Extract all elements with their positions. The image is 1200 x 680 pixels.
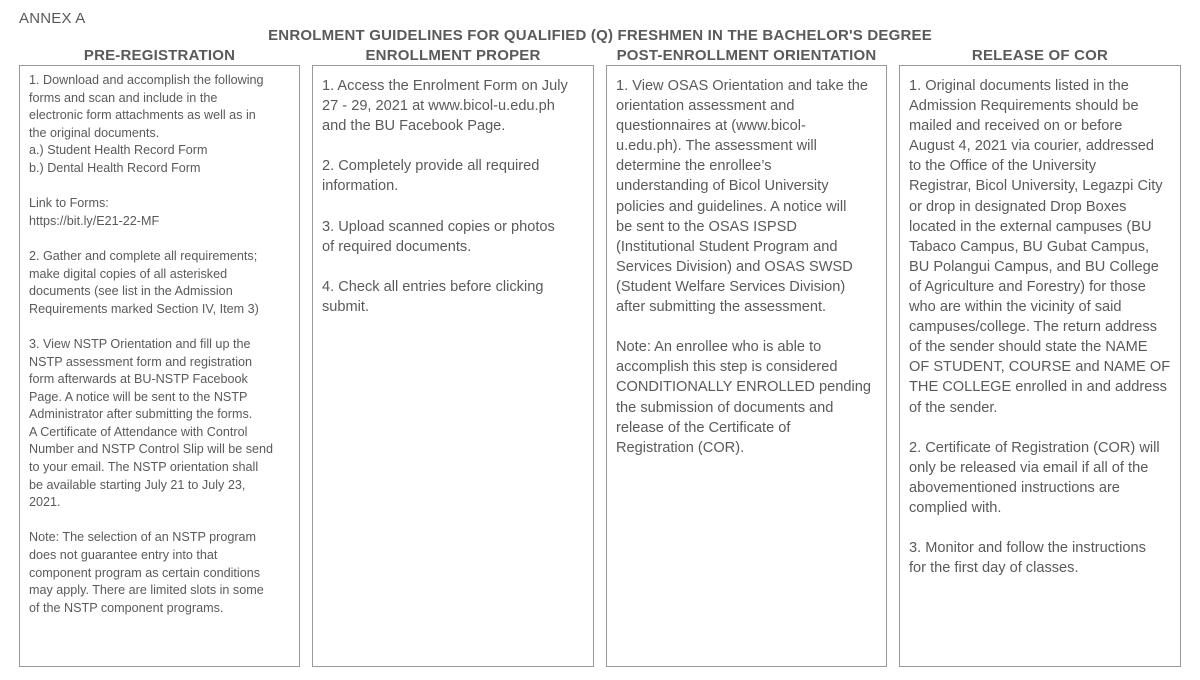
release-of-cor-step-1: 1. Original documents listed in the Admission Requirements should be mailed and received on or before August 4, 2021 via courier, addressed to the Office of the University Registrar, Bicol University, Legazpi City or drop in designated Drop Boxes located in the external campuses (BU Tabaco Campus, BU Gubat Campus, BU Polangui Campus, and BU College of Agriculture and Forestry) for those who are within the vicinity of said campuses/college. The return address of the sender should state the NAME OF STUDENT, COURSE and NAME OF THE COLLEGE enrolled in and address of the sender. bbox=[909, 78, 1171, 416]
enrollment-proper-content bbox=[313, 66, 593, 317]
column-header-release-of-cor: RELEASE OF COR bbox=[971, 47, 1109, 64]
release-of-cor-step-2: 2. Certificate of Registration (COR) will only be released via email if all of the abovementioned instructions are complied with. bbox=[909, 439, 1160, 516]
pre-registration-step-3: 3. View NSTP Orientation and fill up the NSTP assessment form and registration form afterwards at BU-NSTP Facebook Page. A notice will be sent to the NSTP Administrator after submitting the forms. A Certificate of Attendance with Control Number and NSTP Control Slip will be send to your email. The NSTP orientation shall be available starting July 21 to July 23, 2021. bbox=[29, 336, 274, 510]
release-of-cor-step-3: 3. Monitor and follow the instructions for the first day of classes. bbox=[909, 540, 1146, 577]
pre-registration-forms-link: Link to Forms: https://bit.ly/E21-22-MF bbox=[29, 196, 160, 228]
pre-registration-step-2: 2. Gather and complete all requirements; make digital copies of all asterisked documents (see list in the Admission Requirements marked Section IV, Item 3) bbox=[29, 248, 259, 316]
enrollment-proper-step-2: 2. Completely provide all required information. bbox=[322, 158, 540, 195]
pre-registration-box bbox=[19, 65, 300, 667]
annex-label: ANNEX A bbox=[19, 10, 86, 27]
post-enrollment-step-1: 1. View OSAS Orientation and take the orientation assessment and questionnaires at (www.bicol- u.edu.ph). The assessment will determine the enrollee’s understanding of Bicol University policies and guidelines. A notice will be sent to the OSAS ISPSD (Institutional Student Program and Services Division) and OSAS SWSD (Student Welfare Services Division) after submitting the assessment. bbox=[616, 78, 869, 316]
pre-registration-note: Note: The selection of an NSTP program does not guarantee entry into that component program as certain conditions may apply. There are limited slots in some of the NSTP component programs. bbox=[29, 530, 264, 615]
pre-registration-step-1: 1. Download and accomplish the following forms and scan and include in the electronic form attachments as well as in the original documents. a.) Student Health Record Form b.) Dental Health Record Form bbox=[29, 73, 264, 175]
post-enrollment-orientation-content bbox=[607, 66, 886, 458]
post-enrollment-orientation-box bbox=[606, 65, 887, 667]
column-header-enrollment-proper: ENROLLMENT PROPER bbox=[365, 47, 541, 64]
page-title: ENROLMENT GUIDELINES FOR QUALIFIED (Q) FRESHMEN IN THE BACHELOR'S DEGREE bbox=[268, 27, 932, 44]
pre-registration-content bbox=[20, 66, 299, 617]
release-of-cor-box bbox=[899, 65, 1181, 667]
post-enrollment-note: Note: An enrollee who is able to accomplish this step is considered CONDITIONALLY ENROLLED pending the submission of documents and release of the Certificate of Registration (COR). bbox=[616, 339, 871, 456]
enrollment-proper-step-1: 1. Access the Enrolment Form on July 27 - 29, 2021 at www.bicol-u.edu.ph and the BU Facebook Page. bbox=[322, 78, 568, 135]
enrollment-proper-step-3: 3. Upload scanned copies or photos of required documents. bbox=[322, 218, 555, 255]
release-of-cor-content bbox=[900, 66, 1180, 578]
enrollment-proper-step-4: 4. Check all entries before clicking submit. bbox=[322, 278, 544, 316]
column-header-post-enrollment-orientation: POST-ENROLLMENT ORIENTATION bbox=[616, 47, 877, 64]
column-header-pre-registration: PRE-REGISTRATION bbox=[83, 47, 236, 64]
enrollment-proper-box bbox=[312, 65, 594, 667]
